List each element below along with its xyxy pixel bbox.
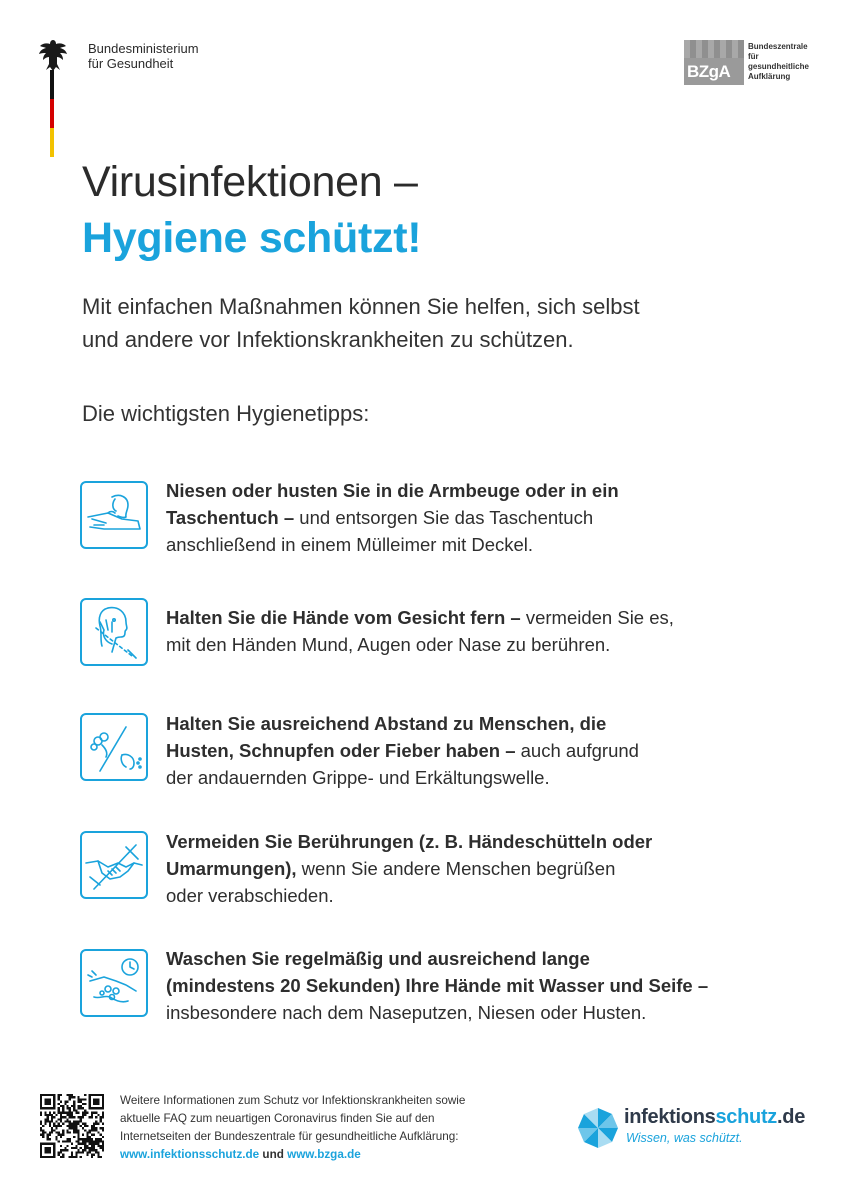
federal-eagle-icon bbox=[38, 38, 68, 72]
footer-and: und bbox=[259, 1148, 288, 1161]
intro-line1: Mit einfachen Maßnahmen können Sie helfen, sich selbst bbox=[82, 294, 640, 319]
footer-info bbox=[120, 1092, 560, 1164]
tip-4-text bbox=[166, 828, 766, 909]
bzga-name-line1: Bundeszentrale bbox=[748, 42, 808, 51]
infektionsschutz-link[interactable]: www.infektionsschutz.de bbox=[120, 1148, 260, 1161]
tip-1-bold-line2: Taschentuch – bbox=[166, 507, 295, 528]
infektionsschutz-logo[interactable] bbox=[576, 1104, 826, 1154]
ministry-name-line2: für Gesundheit bbox=[88, 56, 174, 71]
tip-3-bold-line1: Halten Sie ausreichend Abstand zu Menschen, die bbox=[166, 713, 607, 734]
page-title-line1: Virusinfektionen – bbox=[82, 158, 418, 206]
logo-part1: infektions bbox=[624, 1106, 716, 1128]
tip-1-bold-line1: Niesen oder husten Sie in die Armbeuge oder in ein bbox=[166, 480, 619, 501]
footer-line3: Internetseiten der Bundeszentrale für gesundheitliche Aufklärung: bbox=[120, 1130, 459, 1143]
logo-part3: .de bbox=[777, 1106, 806, 1128]
tip-5-line3: insbesondere nach dem Naseputzen, Niesen oder Husten. bbox=[166, 1002, 647, 1023]
tip-3-text bbox=[166, 710, 766, 791]
bzga-name-line3: gesundheitliche bbox=[748, 62, 809, 71]
logo-wordmark bbox=[624, 1106, 805, 1129]
sneeze-elbow-icon bbox=[80, 481, 148, 549]
no-handshake-icon bbox=[80, 831, 148, 899]
tip-3-line3: der andauernden Grippe- und Erkältungswelle. bbox=[166, 767, 550, 788]
hand-washing-icon bbox=[80, 949, 148, 1017]
tip-2-rest-line1: vermeiden Sie es, bbox=[520, 607, 674, 628]
tip-1-text bbox=[166, 477, 766, 558]
tip-1-rest-line2: und entsorgen Sie das Taschentuch bbox=[294, 507, 594, 528]
tip-5-bold-line2: (mindestens 20 Sekunden) Ihre Hände mit Wasser und Seife – bbox=[166, 975, 709, 996]
tip-2-text bbox=[166, 604, 766, 658]
umbrella-icon bbox=[576, 1106, 620, 1150]
logo-part2: schutz bbox=[715, 1106, 778, 1128]
no-face-touch-icon bbox=[80, 598, 148, 666]
bzga-logo bbox=[684, 40, 824, 90]
keep-distance-icon bbox=[80, 713, 148, 781]
tip-4-line3: oder verabschieden. bbox=[166, 885, 334, 906]
bzga-logo-box bbox=[684, 40, 744, 85]
bzga-name-line2: für bbox=[748, 52, 759, 61]
ministry-name-line1: Bundesministerium bbox=[88, 41, 199, 56]
tip-4-bold-line2: Umarmungen), bbox=[166, 858, 297, 879]
tips-heading: Die wichtigsten Hygienetipps: bbox=[82, 401, 370, 426]
tip-2-line2: mit den Händen Mund, Augen oder Nase zu berühren. bbox=[166, 634, 611, 655]
tip-2-bold-line1: Halten Sie die Hände vom Gesicht fern – bbox=[166, 607, 521, 628]
qr-code[interactable] bbox=[40, 1094, 104, 1158]
intro-line2: und andere vor Infektionskrankheiten zu schützen. bbox=[82, 327, 574, 352]
bzga-name-line4: Aufklärung bbox=[748, 72, 791, 81]
bzga-link[interactable]: www.bzga.de bbox=[287, 1148, 361, 1161]
ministry-logo bbox=[38, 38, 218, 120]
page-title-line2: Hygiene schützt! bbox=[82, 214, 422, 262]
footer-line2: aktuelle FAQ zum neuartigen Coronavirus finden Sie auf den bbox=[120, 1112, 435, 1125]
tip-4-bold-line1: Vermeiden Sie Berührungen (z. B. Händeschütteln oder bbox=[166, 831, 653, 852]
tip-4-rest-line2: wenn Sie andere Menschen begrüßen bbox=[296, 858, 616, 879]
footer-line1: Weitere Informationen zum Schutz vor Infektionskrankheiten sowie bbox=[120, 1094, 466, 1107]
bzga-label: BZgA bbox=[687, 62, 731, 81]
tip-3-rest-line2: auch aufgrund bbox=[515, 740, 639, 761]
tip-5-text bbox=[166, 945, 766, 1026]
tip-3-bold-line2: Husten, Schnupfen oder Fieber haben – bbox=[166, 740, 516, 761]
logo-slogan: Wissen, was schützt. bbox=[626, 1131, 743, 1145]
german-flag-bar bbox=[50, 70, 54, 157]
intro-text bbox=[82, 290, 782, 356]
tip-5-bold-line1: Waschen Sie regelmäßig und ausreichend lange bbox=[166, 948, 590, 969]
tip-1-line3: anschließend in einem Mülleimer mit Deckel. bbox=[166, 534, 534, 555]
